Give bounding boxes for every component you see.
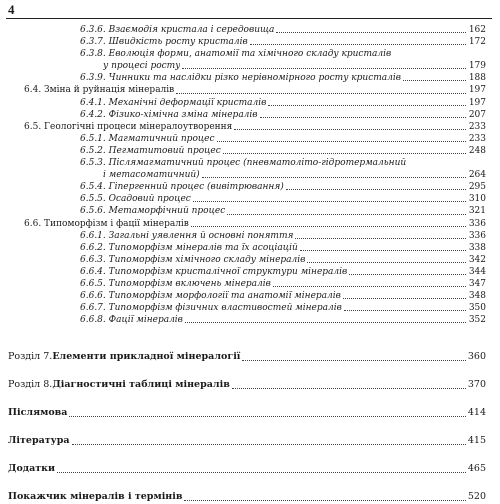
toc-entry <box>8 266 486 278</box>
toc-entry <box>8 133 486 145</box>
toc-entry-title: 6.5.6. Метаморфічний процес <box>80 206 226 217</box>
toc-entry <box>8 48 486 60</box>
toc-entry-page: 350 <box>468 303 486 314</box>
toc-entry-page: 188 <box>468 73 486 84</box>
toc-entry <box>8 218 486 230</box>
toc-entry-page: 321 <box>468 206 486 217</box>
toc-entry-title: 6.5.5. Осадовий процес <box>80 194 191 205</box>
dot-leader <box>191 226 466 227</box>
chapter-title: Елементи прикладної мінералогії <box>52 351 241 363</box>
toc-entry-title: 6.6. Типоморфізм і фації мінералів <box>24 218 189 229</box>
toc-chapter <box>8 420 486 448</box>
chapter-title: Покажчик мінералів і термінів <box>8 491 183 503</box>
toc-entry-title: 6.3.8. Еволюція форми, анатомії та хімічного складу кристалів <box>80 49 392 60</box>
toc-chapter <box>8 364 486 392</box>
toc-entry-title: 6.6.4. Типоморфізм кристалічної структури мінералів <box>80 266 348 277</box>
toc-entry <box>8 121 486 133</box>
toc-entry <box>8 36 486 48</box>
dot-leader <box>343 298 466 299</box>
toc-entry <box>8 72 486 84</box>
toc-entry-page: 295 <box>468 182 486 193</box>
toc-entry <box>8 314 486 326</box>
toc-entry-title: 6.6.1. Загальні уявлення й основні поняття <box>80 230 294 241</box>
toc-entry-title: у процесі росту <box>103 61 181 72</box>
dot-leader <box>185 322 466 323</box>
toc-entry-title: 6.6.6. Типоморфізм морфології та анатомії мінералів <box>80 291 341 302</box>
toc-entry-title: 6.5.4. Гіпергенний процес (вивітрювання) <box>80 182 284 193</box>
toc-entry-title: і метасоматичний) <box>103 170 200 181</box>
toc-entry-page: 233 <box>468 133 486 144</box>
header-rule <box>6 18 492 19</box>
toc-entry-page: 172 <box>468 37 486 48</box>
toc-entry-title: 6.5. Геологічні процеси мінералоутворення <box>24 121 233 132</box>
toc-entry-page: 348 <box>468 291 486 302</box>
dot-leader <box>57 472 466 473</box>
dot-leader <box>307 262 466 263</box>
toc-chapter <box>8 448 486 476</box>
toc-entry-title: 6.4.1. Механічні деформації кристалів <box>80 97 267 108</box>
dot-leader <box>242 360 465 361</box>
chapter-page: 414 <box>467 407 486 419</box>
toc-entry-page: 336 <box>468 218 486 229</box>
toc-entry-page: 344 <box>468 266 486 277</box>
chapter-page: 370 <box>467 379 486 391</box>
toc-entry-title: 6.3.7. Швидкість росту кристалів <box>80 37 248 48</box>
toc-entry-page: 338 <box>468 242 486 253</box>
toc-entry <box>8 193 486 205</box>
toc-entry <box>8 169 486 181</box>
toc-entry <box>8 242 486 254</box>
toc-entry-page: 336 <box>468 230 486 241</box>
toc-entry <box>8 302 486 314</box>
dot-leader <box>344 310 466 311</box>
chapter-title: Діагностичні таблиці мінералів <box>52 379 230 391</box>
toc-entry-page: 207 <box>468 109 486 120</box>
toc-entry-title: 6.3.6. Взаємодія кристала і середовища <box>80 25 275 35</box>
toc-entry-page: 248 <box>468 145 486 156</box>
toc-entry-title: 6.4. Зміна й руйнація мінералів <box>24 85 175 96</box>
dot-leader <box>176 93 466 94</box>
chapter-page: 520 <box>467 491 486 503</box>
toc-entry <box>8 60 486 72</box>
toc-entry-title: 6.3.9. Чинники та наслідки різко нерівномірного росту кристалів <box>80 73 402 84</box>
dot-leader <box>268 105 466 106</box>
dot-leader <box>232 388 466 389</box>
dot-leader <box>273 286 466 287</box>
toc-entry-page: 162 <box>468 25 486 35</box>
dot-leader <box>260 117 466 118</box>
toc-chapter <box>8 336 486 364</box>
dot-leader <box>184 500 465 501</box>
toc-entry-title: 6.6.5. Типоморфізм включень мінералів <box>80 278 271 289</box>
toc-entry-title: 6.6.8. Фації мінералів <box>80 315 183 326</box>
toc-entry-page: 264 <box>468 170 486 181</box>
toc-entry-page: 310 <box>468 194 486 205</box>
toc-entry-title: 6.5.3. Післямагматичний процес (пневматоліто-гідротермальний <box>80 158 407 169</box>
toc-entry <box>8 254 486 266</box>
toc-entry-page: 352 <box>468 315 486 326</box>
toc-entry <box>8 181 486 193</box>
toc-entry <box>8 290 486 302</box>
toc-entry <box>8 230 486 242</box>
chapter-prefix: Розділ 8. <box>8 379 53 391</box>
dot-leader <box>276 32 466 33</box>
toc-entry <box>8 109 486 121</box>
chapter-title: Додатки <box>8 463 56 475</box>
toc-entry <box>8 24 486 36</box>
table-of-contents <box>8 24 486 504</box>
chapter-page: 415 <box>467 435 486 447</box>
toc-entry-title: 6.4.2. Фізико-хімічна зміна мінералів <box>80 109 258 120</box>
dot-leader <box>349 274 466 275</box>
chapter-title: Література <box>8 435 70 447</box>
dot-leader <box>193 201 466 202</box>
dot-leader <box>227 214 466 215</box>
dot-leader <box>300 250 466 251</box>
toc-entry-title: 6.5.1. Магматичний процес <box>80 133 215 144</box>
dot-leader <box>403 80 466 81</box>
toc-entry-title: 6.6.3. Типоморфізм хімічного складу мінералів <box>80 254 306 265</box>
toc-entry <box>8 97 486 109</box>
toc-entry-title: 6.6.7. Типоморфізм фізичних властивостей мінералів <box>80 303 342 314</box>
dot-leader <box>286 189 466 190</box>
dot-leader <box>295 238 466 239</box>
toc-entry <box>8 84 486 96</box>
toc-entry-page: 347 <box>468 278 486 289</box>
dot-leader <box>202 177 466 178</box>
toc-entry-page: 197 <box>468 97 486 108</box>
toc-entry <box>8 205 486 217</box>
dot-leader <box>72 444 466 445</box>
toc-entry-page: 233 <box>468 121 486 132</box>
dot-leader <box>182 68 466 69</box>
dot-leader <box>69 416 465 417</box>
chapter-page: 465 <box>467 463 486 475</box>
dot-leader <box>250 44 466 45</box>
dot-leader <box>223 153 466 154</box>
toc-entry-page: 197 <box>468 85 486 96</box>
toc-entry-title: 6.5.2. Пегматитовий процес <box>80 145 221 156</box>
dot-leader <box>234 129 466 130</box>
toc-entry <box>8 278 486 290</box>
toc-entry <box>8 145 486 157</box>
section-gap <box>8 326 486 336</box>
chapter-prefix: Розділ 7. <box>8 351 53 363</box>
toc-entry <box>8 157 486 169</box>
toc-entry-page: 179 <box>468 61 486 72</box>
toc-entry-page: 342 <box>468 254 486 265</box>
dot-leader <box>217 141 466 142</box>
page-number: 4 <box>8 2 15 17</box>
toc-chapter <box>8 392 486 420</box>
chapter-page: 360 <box>467 351 486 363</box>
toc-entry-title: 6.6.2. Типоморфізм мінералів та їх асоціацій <box>80 242 298 253</box>
chapter-title: Післямова <box>8 407 68 419</box>
